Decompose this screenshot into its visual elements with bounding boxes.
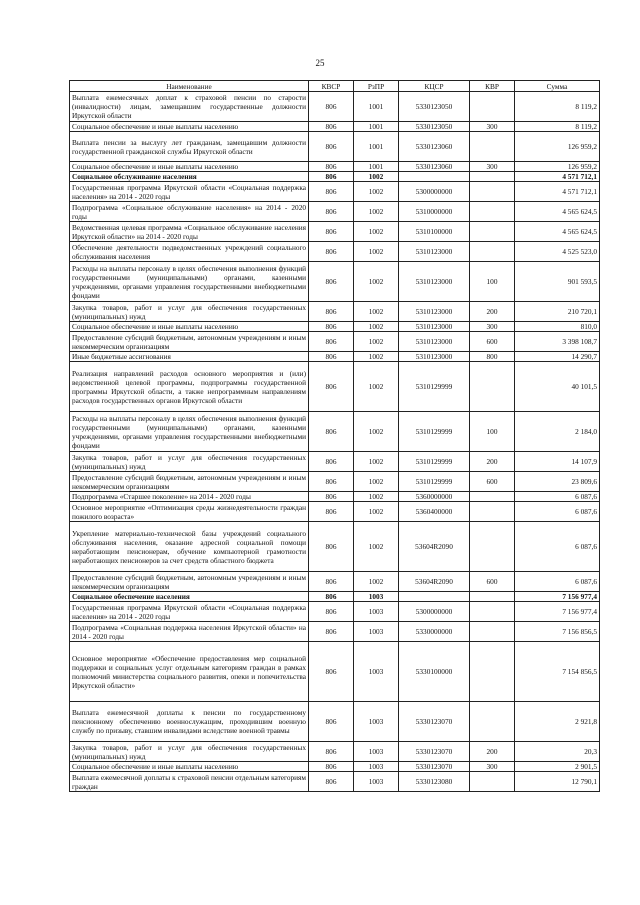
cell-kvr: 200: [470, 302, 515, 322]
cell-name: Выплата ежемесячной доплаты к страховой пенсии отдельным категориям граждан: [70, 772, 309, 792]
cell-kvr: [470, 92, 515, 122]
cell-name: Социальное обеспечение и иные выплаты населению: [70, 122, 309, 132]
cell-sum: 4 565 624,5: [515, 222, 600, 242]
table-row: [70, 762, 600, 772]
cell-name: Социальное обеспечение населения: [70, 592, 309, 602]
page-number: 25: [315, 58, 325, 68]
cell-kvr: 100: [470, 262, 515, 302]
cell-kcsr: 5310000000: [399, 202, 470, 222]
table-row: [70, 222, 600, 242]
cell-rzpr: 1002: [354, 412, 399, 452]
cell-rzpr: 1001: [354, 162, 399, 172]
cell-name: Социальное обеспечение и иные выплаты населению: [70, 162, 309, 172]
cell-name: Расходы на выплаты персоналу в целях обеспечения выполнения функций государственными (муниципальными) органами, казенными учреждениями, органами управления государственными внебюджетными фондами: [70, 262, 309, 302]
cell-kvsr: 806: [309, 172, 354, 182]
table-row: [70, 522, 600, 572]
cell-kcsr: 5330123080: [399, 772, 470, 792]
cell-sum: 23 809,6: [515, 472, 600, 492]
cell-kcsr: 5360400000: [399, 502, 470, 522]
cell-kvsr: 806: [309, 452, 354, 472]
cell-kvsr: 806: [309, 622, 354, 642]
cell-kvr: [470, 642, 515, 702]
cell-kcsr: 5330123070: [399, 702, 470, 742]
cell-kvsr: 806: [309, 772, 354, 792]
cell-kcsr: 5330123050: [399, 92, 470, 122]
cell-rzpr: 1002: [354, 332, 399, 352]
cell-kvsr: 806: [309, 522, 354, 572]
cell-kcsr: 5330123070: [399, 762, 470, 772]
cell-kvsr: 806: [309, 322, 354, 332]
table-row: [70, 642, 600, 702]
cell-kvsr: 806: [309, 602, 354, 622]
cell-name: Обеспечение деятельности подведомственных учреждений социального обслуживания населения: [70, 242, 309, 262]
cell-kvr: 600: [470, 332, 515, 352]
cell-kcsr: 5310129999: [399, 362, 470, 412]
cell-kcsr: [399, 592, 470, 602]
cell-rzpr: 1003: [354, 742, 399, 762]
cell-sum: 4 571 712,1: [515, 182, 600, 202]
cell-name: Закупка товаров, работ и услуг для обеспечения государственных (муниципальных) нужд: [70, 452, 309, 472]
cell-name: Основное мероприятие «Оптимизация среды жизнедеятельности граждан пожилого возраста»: [70, 502, 309, 522]
table-row: [70, 742, 600, 762]
cell-rzpr: 1003: [354, 592, 399, 602]
cell-rzpr: 1001: [354, 122, 399, 132]
cell-kvsr: 806: [309, 412, 354, 452]
cell-sum: 4 565 624,5: [515, 202, 600, 222]
cell-kcsr: 5310123000: [399, 332, 470, 352]
cell-name: Социальное обеспечение и иные выплаты населению: [70, 762, 309, 772]
cell-kvsr: 806: [309, 642, 354, 702]
cell-name: Укрепление материально-технической базы учреждений социального обслуживания населения, оказание адресной социальной помощи неработающим пенсионерам, обучение компьютерной грамотности неработающих пенсионеров за счет средств областного бюджета: [70, 522, 309, 572]
cell-sum: 40 101,5: [515, 362, 600, 412]
table-row: [70, 492, 600, 502]
cell-kvr: [470, 522, 515, 572]
cell-kvr: 200: [470, 452, 515, 472]
table-row: [70, 362, 600, 412]
cell-kvsr: 806: [309, 122, 354, 132]
cell-kcsr: 5330123060: [399, 162, 470, 172]
cell-kvr: [470, 702, 515, 742]
cell-rzpr: 1002: [354, 242, 399, 262]
cell-kvsr: 806: [309, 352, 354, 362]
cell-kvr: [470, 602, 515, 622]
cell-sum: 7 156 977,4: [515, 602, 600, 622]
cell-kvsr: 806: [309, 702, 354, 742]
table-row: [70, 622, 600, 642]
cell-kvr: [470, 132, 515, 162]
cell-kvr: [470, 362, 515, 412]
cell-sum: 8 119,2: [515, 122, 600, 132]
cell-kvr: 600: [470, 472, 515, 492]
cell-kcsr: 5310123000: [399, 352, 470, 362]
cell-name: Расходы на выплаты персоналу в целях обеспечения выполнения функций государственными (муниципальными) органами, казенными учреждениями, органами управления государственными внебюджетными фондами: [70, 412, 309, 452]
cell-kvsr: 806: [309, 332, 354, 352]
cell-rzpr: 1003: [354, 772, 399, 792]
cell-rzpr: 1002: [354, 222, 399, 242]
cell-sum: 6 087,6: [515, 522, 600, 572]
cell-rzpr: 1003: [354, 762, 399, 772]
cell-rzpr: 1002: [354, 262, 399, 302]
cell-kvsr: 806: [309, 502, 354, 522]
table-row: [70, 182, 600, 202]
cell-sum: 6 087,6: [515, 572, 600, 592]
cell-rzpr: 1001: [354, 92, 399, 122]
cell-sum: 14 290,7: [515, 352, 600, 362]
header-kcsr: КЦСР: [399, 81, 470, 92]
cell-kvr: [470, 242, 515, 262]
cell-kcsr: 5310123000: [399, 302, 470, 322]
cell-sum: 20,3: [515, 742, 600, 762]
cell-kvsr: 806: [309, 742, 354, 762]
cell-sum: 6 087,6: [515, 492, 600, 502]
cell-kvr: 600: [470, 572, 515, 592]
table-body: [70, 92, 600, 792]
cell-kvsr: 806: [309, 472, 354, 492]
cell-name: Предоставление субсидий бюджетным, автономным учреждениям и иным некоммерческим организациям: [70, 472, 309, 492]
cell-kvsr: 806: [309, 762, 354, 772]
cell-sum: 810,0: [515, 322, 600, 332]
cell-kvr: [470, 502, 515, 522]
table-header-row: [70, 81, 600, 92]
cell-name: Иные бюджетные ассигнования: [70, 352, 309, 362]
cell-rzpr: 1002: [354, 522, 399, 572]
cell-rzpr: 1002: [354, 472, 399, 492]
cell-kcsr: 53604R2090: [399, 572, 470, 592]
budget-table: [69, 80, 600, 792]
cell-rzpr: 1003: [354, 702, 399, 742]
cell-rzpr: 1002: [354, 452, 399, 472]
cell-kcsr: 5300000000: [399, 182, 470, 202]
cell-rzpr: 1002: [354, 502, 399, 522]
cell-kcsr: 5330123060: [399, 132, 470, 162]
cell-name: Государственная программа Иркутской области «Социальная поддержка населения» на 2014 - 2020 годы: [70, 182, 309, 202]
cell-sum: 4 571 712,1: [515, 172, 600, 182]
cell-kvr: 100: [470, 412, 515, 452]
cell-sum: 14 107,9: [515, 452, 600, 472]
cell-rzpr: 1002: [354, 322, 399, 332]
cell-rzpr: 1003: [354, 642, 399, 702]
cell-name: Социальное обслуживание населения: [70, 172, 309, 182]
cell-kcsr: 5330100000: [399, 642, 470, 702]
cell-kvsr: 806: [309, 262, 354, 302]
cell-rzpr: 1002: [354, 202, 399, 222]
table-row: [70, 302, 600, 322]
cell-sum: 12 790,1: [515, 772, 600, 792]
table-row: [70, 592, 600, 602]
header-rzpr: РзПР: [354, 81, 399, 92]
table-row: [70, 262, 600, 302]
cell-sum: 7 154 856,5: [515, 642, 600, 702]
cell-kvsr: 806: [309, 492, 354, 502]
table-row: [70, 172, 600, 182]
cell-rzpr: 1003: [354, 602, 399, 622]
cell-kcsr: 5310129999: [399, 412, 470, 452]
cell-name: Реализация направлений расходов основного мероприятия и (или) ведомственной целевой программы, подпрограммы государственной программы Иркутской области, а также непрограммным направлениям расходов государственных органов Иркутской области: [70, 362, 309, 412]
table-row: [70, 572, 600, 592]
cell-name: Социальное обеспечение и иные выплаты населению: [70, 322, 309, 332]
cell-sum: 2 184,0: [515, 412, 600, 452]
cell-sum: 7 156 977,4: [515, 592, 600, 602]
cell-kvsr: 806: [309, 572, 354, 592]
table-row: [70, 122, 600, 132]
cell-kcsr: 5330123070: [399, 742, 470, 762]
cell-name: Государственная программа Иркутской области «Социальная поддержка населения» на 2014 - 2020 годы: [70, 602, 309, 622]
cell-rzpr: 1002: [354, 492, 399, 502]
cell-kvsr: 806: [309, 222, 354, 242]
table-row: [70, 202, 600, 222]
cell-name: Выплата ежемесячной доплаты к пенсии по государственному пенсионному обеспечению военнослужащим, проходившим военную службу по призыву, ставшим инвалидами вследствие военной травмы: [70, 702, 309, 742]
cell-kcsr: 5310129999: [399, 452, 470, 472]
cell-kvr: [470, 772, 515, 792]
cell-kvr: [470, 172, 515, 182]
table-row: [70, 92, 600, 122]
cell-name: Подпрограмма «Социальная поддержка населения Иркутской области» на 2014 - 2020 годы: [70, 622, 309, 642]
cell-kvr: 300: [470, 762, 515, 772]
cell-rzpr: 1002: [354, 172, 399, 182]
cell-kcsr: 5310129999: [399, 472, 470, 492]
cell-rzpr: 1002: [354, 302, 399, 322]
cell-kcsr: 5310123000: [399, 242, 470, 262]
cell-kcsr: 5300000000: [399, 602, 470, 622]
cell-kvr: [470, 182, 515, 202]
cell-kvsr: 806: [309, 592, 354, 602]
cell-sum: 2 921,8: [515, 702, 600, 742]
cell-name: Закупка товаров, работ и услуг для обеспечения государственных (муниципальных) нужд: [70, 742, 309, 762]
cell-kvsr: 806: [309, 92, 354, 122]
cell-kvr: [470, 592, 515, 602]
cell-sum: 126 959,2: [515, 162, 600, 172]
cell-name: Предоставление субсидий бюджетным, автономным учреждениям и иным некоммерческим организациям: [70, 332, 309, 352]
cell-name: Предоставление субсидий бюджетным, автономным учреждениям и иным некоммерческим организациям: [70, 572, 309, 592]
cell-kcsr: 5310123000: [399, 262, 470, 302]
cell-sum: 901 593,5: [515, 262, 600, 302]
cell-kvsr: 806: [309, 242, 354, 262]
cell-kvsr: 806: [309, 202, 354, 222]
cell-kcsr: [399, 172, 470, 182]
cell-name: Ведомственная целевая программа «Социальное обслуживание населения Иркутской области» на 2014 - 2020 годы: [70, 222, 309, 242]
cell-name: Подпрограмма «Старшее поколение» на 2014 - 2020 годы: [70, 492, 309, 502]
cell-kvr: 200: [470, 742, 515, 762]
header-kvr: КВР: [470, 81, 515, 92]
table-row: [70, 452, 600, 472]
cell-rzpr: 1002: [354, 352, 399, 362]
cell-kvsr: 806: [309, 302, 354, 322]
cell-kcsr: 53604R2090: [399, 522, 470, 572]
cell-name: Основное мероприятие «Обеспечение предоставления мер социальной поддержки и социальных услуг отдельным категориям граждан в рамках полномочий министерства социального развития, опеки и попечительства Иркутской области»: [70, 642, 309, 702]
cell-rzpr: 1003: [354, 622, 399, 642]
cell-rzpr: 1001: [354, 132, 399, 162]
cell-rzpr: 1002: [354, 572, 399, 592]
cell-kvr: 300: [470, 162, 515, 172]
cell-kcsr: 5310123000: [399, 322, 470, 332]
cell-sum: 2 901,5: [515, 762, 600, 772]
table-row: [70, 132, 600, 162]
cell-name: Подпрограмма «Социальное обслуживание населения» на 2014 - 2020 годы: [70, 202, 309, 222]
cell-sum: 8 119,2: [515, 92, 600, 122]
cell-kvr: [470, 222, 515, 242]
cell-kcsr: 5360000000: [399, 492, 470, 502]
cell-kvsr: 806: [309, 162, 354, 172]
cell-kvsr: 806: [309, 182, 354, 202]
header-name: Наименование: [70, 81, 309, 92]
cell-kvsr: 806: [309, 362, 354, 412]
cell-name: Выплата ежемесячных доплат к страховой пенсии по старости (инвалидности) лицам, замещавшим государственные должности Иркутской области: [70, 92, 309, 122]
header-sum: Сумма: [515, 81, 600, 92]
cell-kvr: 800: [470, 352, 515, 362]
cell-name: Выплата пенсии за выслугу лет гражданам, замещавшим должности государственной гражданской службы Иркутской области: [70, 132, 309, 162]
cell-kvr: 300: [470, 322, 515, 332]
table-row: [70, 502, 600, 522]
cell-kvr: 300: [470, 122, 515, 132]
cell-kvr: [470, 202, 515, 222]
cell-kcsr: 5330123050: [399, 122, 470, 132]
table-row: [70, 352, 600, 362]
cell-sum: 7 156 856,5: [515, 622, 600, 642]
cell-rzpr: 1002: [354, 362, 399, 412]
table-row: [70, 332, 600, 352]
table-row: [70, 702, 600, 742]
table-row: [70, 162, 600, 172]
table-row: [70, 602, 600, 622]
cell-name: Закупка товаров, работ и услуг для обеспечения государственных (муниципальных) нужд: [70, 302, 309, 322]
header-kvsr: КВСР: [309, 81, 354, 92]
cell-sum: 210 720,1: [515, 302, 600, 322]
cell-rzpr: 1002: [354, 182, 399, 202]
cell-kvr: [470, 622, 515, 642]
cell-sum: 6 087,6: [515, 502, 600, 522]
table-row: [70, 412, 600, 452]
table-row: [70, 322, 600, 332]
table-row: [70, 242, 600, 262]
cell-kvsr: 806: [309, 132, 354, 162]
cell-kvr: [470, 492, 515, 502]
cell-sum: 3 398 108,7: [515, 332, 600, 352]
cell-kcsr: 5310100000: [399, 222, 470, 242]
table-row: [70, 472, 600, 492]
cell-sum: 126 959,2: [515, 132, 600, 162]
cell-kcsr: 5330000000: [399, 622, 470, 642]
cell-sum: 4 525 523,0: [515, 242, 600, 262]
table-row: [70, 772, 600, 792]
